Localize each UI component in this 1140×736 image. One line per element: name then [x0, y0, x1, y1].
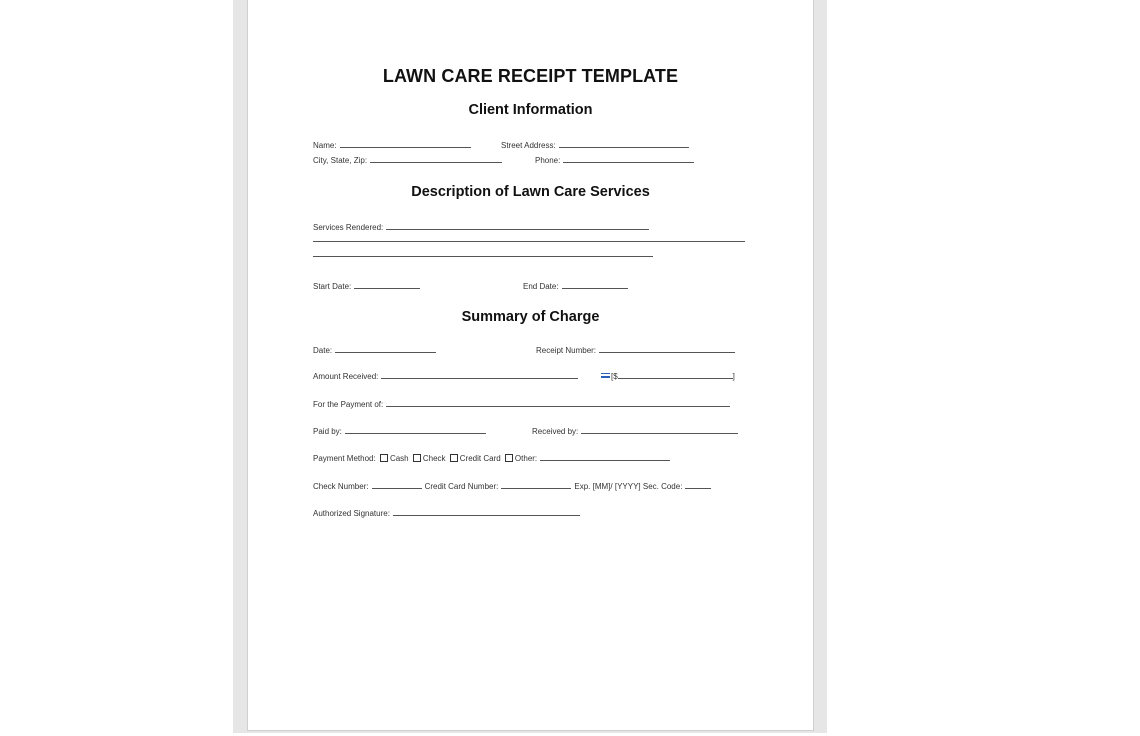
- services-rendered-line-3[interactable]: [313, 256, 653, 257]
- section-services: Description of Lawn Care Services: [411, 184, 650, 200]
- section-summary-of-charge: Summary of Charge: [461, 309, 600, 325]
- check-number-blank[interactable]: [372, 481, 422, 489]
- city-state-zip-label: City, State, Zip:: [313, 156, 368, 165]
- street-address-label: Street Address:: [501, 141, 556, 150]
- received-by-field[interactable]: [532, 426, 738, 437]
- cash-label: Cash: [389, 454, 409, 463]
- name-label: Name:: [313, 141, 337, 150]
- start-date-label: Start Date:: [313, 282, 352, 291]
- other-label: Other:: [514, 454, 538, 463]
- receipt-number-blank[interactable]: [599, 345, 735, 353]
- text-cursor-icon: [601, 373, 610, 378]
- end-date-blank[interactable]: [562, 281, 628, 289]
- paid-by-blank[interactable]: [345, 426, 486, 434]
- authorized-signature-label: Authorized Signature:: [313, 509, 390, 518]
- date-blank[interactable]: [335, 345, 436, 353]
- start-date-field[interactable]: [313, 281, 420, 292]
- credit-card-checkbox[interactable]: [450, 454, 458, 462]
- phone-field[interactable]: [535, 155, 694, 166]
- paid-by-field[interactable]: [313, 426, 486, 437]
- check-label: Check: [422, 454, 446, 463]
- card-details-field[interactable]: [313, 481, 711, 492]
- check-number-label: Check Number:: [313, 482, 369, 491]
- other-checkbox[interactable]: [505, 454, 513, 462]
- services-rendered-label: Services Rendered:: [313, 223, 384, 232]
- amount-close-bracket: ]: [732, 372, 735, 381]
- payment-for-blank[interactable]: [386, 399, 730, 407]
- payment-method-label: Payment Method:: [313, 454, 376, 463]
- sec-code-blank[interactable]: [685, 481, 711, 489]
- name-blank[interactable]: [340, 140, 471, 148]
- amount-open-bracket: [$: [611, 372, 618, 381]
- amount-received-field[interactable]: [313, 371, 578, 382]
- name-field[interactable]: [313, 140, 471, 151]
- section-client-information: Client Information: [468, 102, 593, 118]
- credit-card-number-label: Credit Card Number:: [424, 482, 499, 491]
- cash-checkbox[interactable]: [380, 454, 388, 462]
- other-blank[interactable]: [540, 453, 670, 461]
- city-state-zip-field[interactable]: [313, 155, 502, 166]
- phone-label: Phone:: [535, 156, 561, 165]
- paid-by-label: Paid by:: [313, 427, 342, 436]
- end-date-label: End Date:: [523, 282, 559, 291]
- receipt-number-field[interactable]: [536, 345, 735, 356]
- document-viewer: [233, 0, 827, 733]
- payment-method-field[interactable]: [313, 453, 670, 464]
- amount-received-blank[interactable]: [381, 371, 578, 379]
- services-rendered-field[interactable]: [313, 222, 649, 233]
- payment-for-field[interactable]: [313, 399, 730, 410]
- authorized-signature-field[interactable]: [313, 508, 580, 519]
- street-address-field[interactable]: [501, 140, 689, 151]
- receipt-number-label: Receipt Number:: [536, 346, 597, 355]
- date-label: Date:: [313, 346, 333, 355]
- phone-blank[interactable]: [563, 155, 694, 163]
- document-page: [247, 0, 814, 731]
- received-by-label: Received by:: [532, 427, 579, 436]
- date-field[interactable]: [313, 345, 436, 356]
- credit-card-number-blank[interactable]: [501, 481, 571, 489]
- services-rendered-line-2[interactable]: [313, 241, 745, 242]
- received-by-blank[interactable]: [581, 426, 738, 434]
- street-address-blank[interactable]: [559, 140, 689, 148]
- amount-received-label: Amount Received:: [313, 372, 379, 381]
- credit-card-label: Credit Card: [459, 454, 501, 463]
- amount-dollar-blank[interactable]: [618, 371, 733, 379]
- check-checkbox[interactable]: [413, 454, 421, 462]
- amount-dollar-field[interactable]: [601, 371, 735, 382]
- end-date-field[interactable]: [523, 281, 628, 292]
- start-date-blank[interactable]: [354, 281, 420, 289]
- exp-sec-code-label: Exp. [MM]/ [YYYY] Sec. Code:: [574, 482, 683, 491]
- document-title: LAWN CARE RECEIPT TEMPLATE: [382, 66, 679, 86]
- authorized-signature-blank[interactable]: [393, 508, 580, 516]
- city-state-zip-blank[interactable]: [370, 155, 502, 163]
- services-rendered-blank[interactable]: [386, 222, 649, 230]
- payment-for-label: For the Payment of:: [313, 400, 384, 409]
